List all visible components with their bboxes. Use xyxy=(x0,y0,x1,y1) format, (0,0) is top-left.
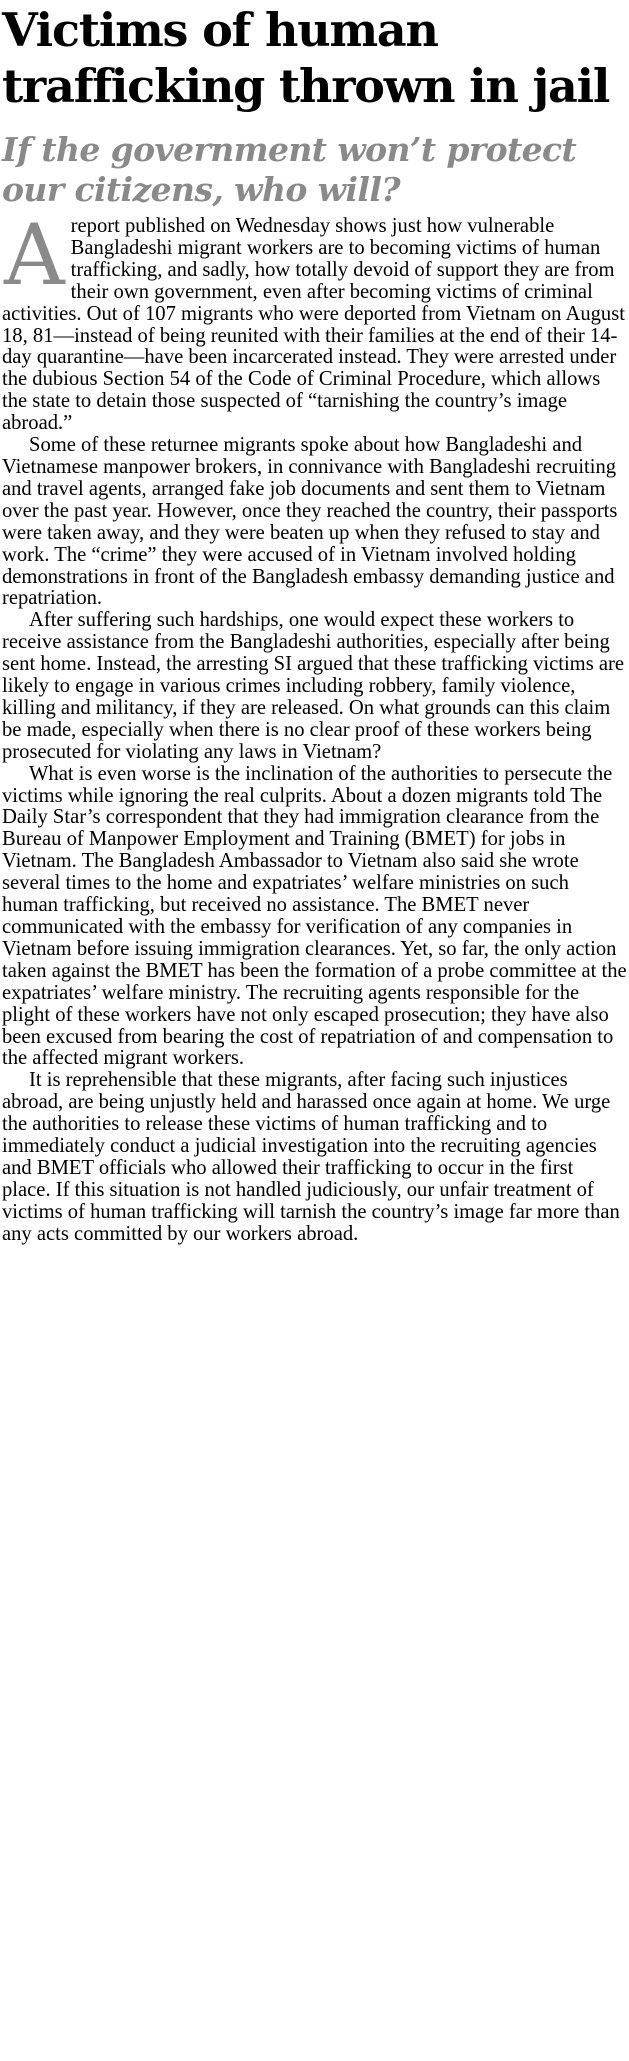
paragraph-3: After suffering such hardships, one would expect these workers to receive assistance from the Bangladeshi authorities, especially after being sent home. Instead, the arresting SI argued that these trafficking victims are likely to engage in various crimes including robbery, family violence, killing and militancy, if they are released. On what grounds can this claim be made, especially when there is no clear proof of these workers being prosecuted for violating any laws in Vietnam? xyxy=(2,609,625,763)
headline: Victims of human trafficking thrown in jail xyxy=(2,3,610,113)
article-body xyxy=(2,206,627,1246)
paragraph-5: It is reprehensible that these migrants, after facing such injustices abroad, are being unjustly held and harassed once again at home. We urge the authorities to release these victims of human trafficking and to immediately conduct a judicial investigation into the recruiting agencies and BMET officials who allowed their trafficking to occur in the first place. If this situation is not handled judiciously, our unfair treatment of victims of human trafficking will tarnish the country’s image far more than any acts committed by our workers abroad. xyxy=(2,1069,620,1245)
drop-cap: A xyxy=(4,206,65,304)
paragraph-1 xyxy=(2,206,627,435)
subheadline: If the government won’t protect our citizens, who will? xyxy=(2,130,577,209)
paragraph-4: What is even worse is the inclination of the authorities to persecute the victims while ignoring the real culprits. About a dozen migrants told The Daily Star’s correspondent that they had immigration clearance from the Bureau of Manpower Employment and Training (BMET) for jobs in Vietnam. The Bangladesh Ambassador to Vietnam also said she wrote several times to the home and expatriates’ welfare ministries on such human trafficking, but received no assistance. The BMET never communicated with the embassy for verification of any companies in Vietnam before issuing immigration clearances. Yet, so far, the only action taken against the BMET has been the formation of a probe committee at the expatriates’ welfare ministry. The recruiting agents responsible for the plight of these workers have not only escaped prosecution; they have also been excused from bearing the cost of repatriation of and compensation to the affected migrant workers. xyxy=(2,762,627,1070)
paragraph-1-text: report published on Wednesday shows just how vulnerable Bangladeshi migrant workers are to becoming victims of human trafficking, and sadly, how totally devoid of support they are from their own government, even after becoming victims of criminal activities. Out of 107 migrants who were deported from Vietnam on August 18, 81—instead of being reunited with their families at the end of their 14-day quarantine—have been incarcerated instead. They were arrested under the dubious Section 54 of the Code of Criminal Procedure, which allows the state to detain those suspected of “tarnishing the country’s image abroad.” xyxy=(2,215,625,435)
paragraph-2: Some of these returnee migrants spoke about how Bangladeshi and Vietnamese manpower brokers, in connivance with Bangladeshi recruiting and travel agents, arranged fake job documents and sent them to Vietnam over the past year. However, once they reached the country, their passports were taken away, and they were beaten up when they refused to stay and work. The “crime” they were accused of in Vietnam involved holding demonstrations in front of the Bangladesh embassy demanding justice and repatriation. xyxy=(2,434,618,610)
